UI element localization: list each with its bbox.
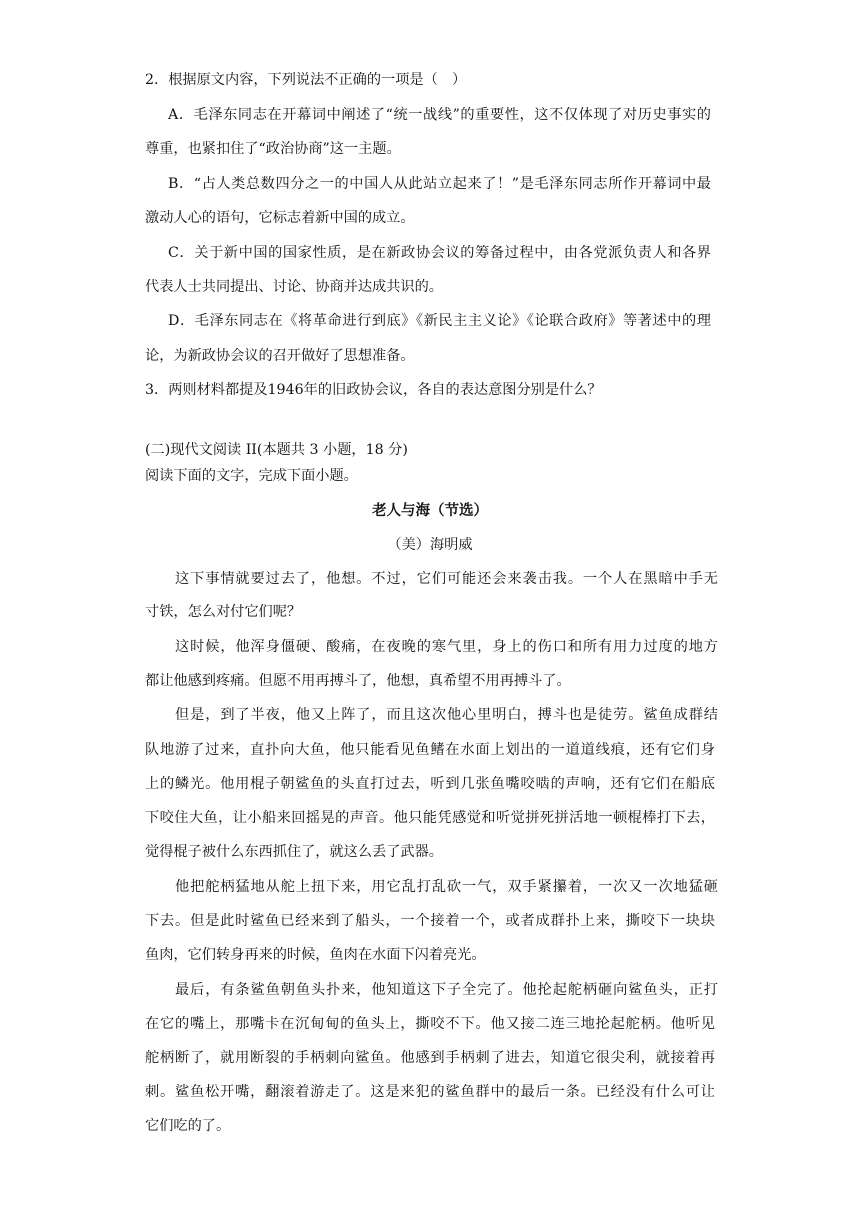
- passage-paragraph-3-line4: 下咬住大鱼，让小船来回摇晃的声音。他只能凭感觉和听觉拼死拼活地一顿棍棒打下去，: [145, 810, 715, 826]
- question-2-option-d-line1: D．毛泽东同志在《将革命进行到底》《新民主主义论》《论联合政府》等著述中的理: [168, 313, 711, 329]
- question-2-option-a-line1: A．毛泽东同志在开幕词中阐述了“统一战线”的重要性，这不仅体现了对历史事实的: [168, 107, 711, 123]
- passage-paragraph-5-line4: 刺。鲨鱼松开嘴，翻滚着游走了。这是来犯的鲨鱼群中的最后一条。已经没有什么可让: [145, 1084, 715, 1100]
- passage-paragraph-4-line1: 他把舵柄猛地从舵上扭下来，用它乱打乱砍一气，双手紧攥着，一次又一次地猛砸: [175, 879, 718, 895]
- question-2-option-d-line2: 论，为新政协会议的召开做好了思想准备。: [145, 348, 415, 364]
- section-instruction: 阅读下面的文字，完成下面小题。: [145, 468, 358, 484]
- passage-paragraph-5-line1: 最后，有条鲨鱼朝鱼头扑来，他知道这下子全完了。他抡起舵柄砸向鲨鱼头，正打: [175, 982, 718, 998]
- question-2-option-b-line2: 激动人心的语句，它标志着新中国的成立。: [145, 210, 415, 226]
- passage-paragraph-5-line2: 在它的嘴上，那嘴卡在沉甸甸的鱼头上，撕咬不下。他又接二连三地抡起舵柄。他听见: [145, 1016, 715, 1032]
- question-2-option-c-line2: 代表人士共同提出、讨论、协商并达成共识的。: [145, 279, 443, 295]
- question-3-stem: 3．两则材料都提及1946年的旧政协会议，各自的表达意图分别是什么？: [145, 382, 602, 398]
- section-heading: (二)现代文阅读 II(本题共 3 小题，18 分): [145, 442, 408, 458]
- passage-paragraph-2-line2: 都让他感到疼痛。但愿不用再搏斗了，他想，真希望不用再搏斗了。: [145, 673, 571, 689]
- passage-paragraph-1-line2: 寸铁，怎么对付它们呢？: [145, 604, 302, 620]
- passage-title: 老人与海（节选）: [372, 502, 488, 519]
- question-2-option-a-line2: 尊重，也紧扣住了“政治协商”这一主题。: [145, 141, 401, 157]
- question-2-option-c-line1: C．关于新中国的国家性质，是在新政协会议的筹备过程中，由各党派负责人和各界: [168, 245, 711, 261]
- question-2-option-b-line1: B．“占人类总数四分之一的中国人从此站立起来了！”是毛泽东同志所作开幕词中最: [168, 176, 711, 192]
- passage-author: （美）海明威: [387, 537, 473, 553]
- passage-paragraph-3-line1: 但是，到了半夜，他又上阵了，而且这次他心里明白，搏斗也是徒劳。鲨鱼成群结: [175, 707, 718, 723]
- passage-paragraph-4-line3: 鱼肉，它们转身再来的时候，鱼肉在水面下闪着亮光。: [145, 947, 486, 963]
- passage-paragraph-3-line3: 上的鳞光。他用棍子朝鲨鱼的头直打过去，听到几张鱼嘴咬啮的声响，还有它们在船底: [145, 776, 715, 792]
- passage-paragraph-2-line1: 这时候，他浑身僵硬、酸痛，在夜晚的寒气里，身上的伤口和所有用力过度的地方: [175, 639, 718, 655]
- passage-paragraph-4-line2: 下去。但是此时鲨鱼已经来到了船头，一个接着一个，或者成群扑上来，撕咬下一块块: [145, 913, 715, 929]
- question-2-stem: 2．根据原文内容，下列说法不正确的一项是（ ）: [145, 72, 467, 88]
- passage-paragraph-5-line3: 舵柄断了，就用断裂的手柄刺向鲨鱼。他感到手柄刺了进去，知道它很尖利，就接着再: [145, 1050, 715, 1066]
- passage-paragraph-1-line1: 这下事情就要过去了，他想。不过，它们可能还会来袭击我。一个人在黑暗中手无: [175, 571, 718, 587]
- passage-paragraph-5-line5: 它们吃的了。: [145, 1118, 231, 1134]
- passage-paragraph-3-line2: 队地游了过来，直扑向大鱼，他只能看见鱼鳍在水面上划出的一道道线痕，还有它们身: [145, 742, 715, 758]
- passage-paragraph-3-line5: 觉得棍子被什么东西抓住了，就这么丢了武器。: [145, 844, 443, 860]
